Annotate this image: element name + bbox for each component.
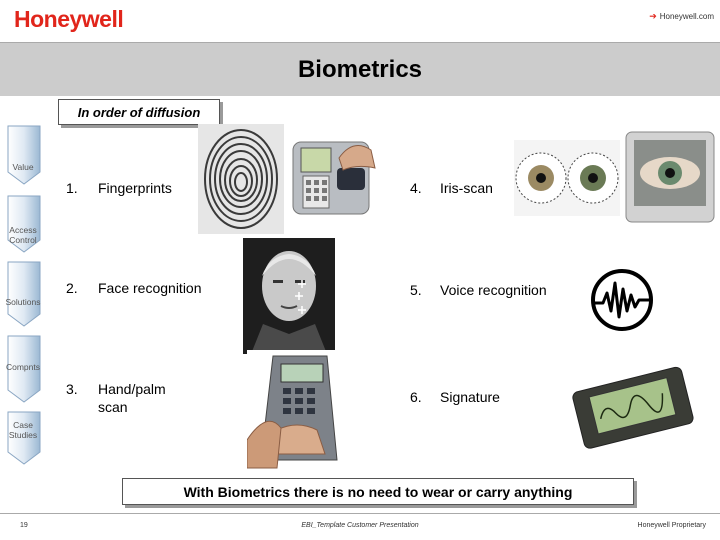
method-6-label: Signature	[440, 389, 500, 405]
nav-chevron-value	[8, 126, 40, 184]
method-5-number: 5.	[410, 282, 422, 298]
method-6-number: 6.	[410, 389, 422, 405]
method-4-label: Iris-scan	[440, 180, 493, 196]
honeywell-link[interactable]	[649, 11, 714, 22]
nav-chevron-solutions	[8, 262, 40, 326]
method-1-number: 1.	[66, 180, 78, 196]
nav-item-case-studies[interactable]: Case Studies	[8, 420, 38, 440]
nav-item-value[interactable]: Value	[12, 162, 34, 172]
nav-item-compnts[interactable]: Compnts	[5, 362, 40, 372]
honeywell-logo: Honeywell	[14, 6, 124, 32]
slide-title: Biometrics	[297, 56, 423, 83]
biometrics-callout	[122, 478, 634, 505]
biometrics-callout-text: With Biometrics there is no need to wear or carry anything	[183, 483, 573, 500]
footer-center-text: EBI_Template Customer Presentation	[301, 522, 419, 529]
footer-proprietary: Honeywell Proprietary	[637, 522, 706, 529]
method-1-label: Fingerprints	[98, 180, 172, 196]
honeywell-link-label: Honeywell.com	[659, 12, 714, 21]
footer-divider	[0, 513, 720, 514]
fingerprint-image	[198, 124, 284, 234]
iris-scan-image	[514, 140, 620, 216]
face-recognition-image	[243, 238, 335, 354]
method-2-label: Face recognition	[98, 280, 202, 296]
voice-waveform-icon	[589, 267, 655, 333]
hand-scanner-image	[247, 350, 341, 474]
method-5-label: Voice recognition	[440, 282, 547, 298]
nav-item-access-control[interactable]: Access Control	[9, 225, 37, 245]
arrow-right-icon: ➔	[649, 11, 657, 21]
fingerprint-reader-image	[287, 128, 379, 218]
method-4-number: 4.	[410, 180, 422, 196]
iris-monitor-image	[624, 130, 716, 226]
order-of-diffusion-label: In order of diffusion	[77, 104, 201, 120]
method-3-number: 3.	[66, 381, 78, 397]
page-number: 19	[20, 522, 28, 529]
section-nav	[2, 122, 44, 472]
order-of-diffusion-box	[58, 99, 220, 125]
nav-item-solutions[interactable]: Solutions	[5, 297, 41, 307]
signature-pad-image	[567, 365, 697, 451]
method-2-number: 2.	[66, 280, 78, 296]
method-3-label: Hand/palm scan	[98, 381, 166, 415]
